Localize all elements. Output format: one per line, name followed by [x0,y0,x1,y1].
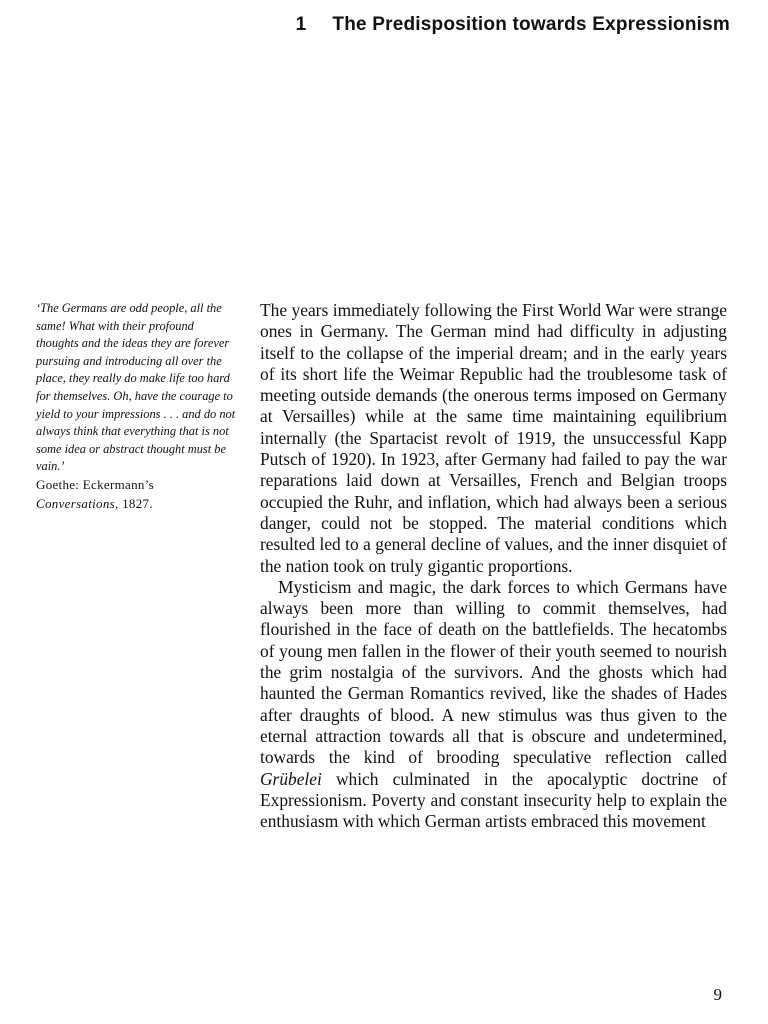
chapter-header [296,14,730,36]
page-number: 9 [713,985,722,1004]
epigraph-attribution [36,476,236,513]
main-text [260,300,727,832]
epigraph-quote: ‘The Germans are odd people, all the same! What with their profound thoughts and the ideas they are forever pursuing and introducing all over the place, they really do make life too hard for themselves. Oh, have the courage to yield to your impressions . . . and do not always think that everything that is not some idea or abstract thought must be vain.’ [36,301,236,474]
chapter-title: The Predisposition towards Expressionism [332,14,730,35]
body-paragraph-2-start: Mysticism and magic, the dark forces to which Germans have always been more than willing to commit themselves, had flourished in the face of death on the battlefields. The hecatombs of young men fallen in the flower of their youth seemed to nourish the grim nostalgia of the survivors. And the ghosts which had haunted the German Romantics revived, like the shades of Hades after draughts of blood. A new stimulus was thus given to the eternal attraction towards all that is obscure and undetermined, towards the kind of brooding speculative reflection called [260,576,727,768]
italic-term: Grübelei [260,768,322,789]
epigraph-author: Goethe: Eckermann’s [36,477,154,493]
body-paragraph-2-end: which culminated in the apocalyptic doctrine of Expressionism. Poverty and constant insecurity help to explain the enthusiasm with which German artists embraced this movement [260,768,727,832]
chapter-number: 1 [295,14,307,35]
body-paragraph-2 [260,577,727,833]
epigraph-year: , 1827. [115,495,153,511]
epigraph-work: Conversations [36,495,116,511]
epigraph [36,300,236,513]
body-paragraph-1: The years immediately following the First World War were strange ones in Germany. The German mind had difficulty in adjusting itself to the collapse of the imperial dream; and in the early years of its short life the Weimar Republic had the troublesome task of meeting outside demands (the onerous terms imposed on Germany at Versailles) while at the same time maintaining equilibrium internally (the Spartacist revolt of 1919, the unsuccessful Kapp Putsch of 1920). In 1923, after Germany had failed to pay the war reparations laid down at Versailles, French and Belgian troops occupied the Ruhr, and inflation, which had always been a serious danger, could not be stopped. The material conditions which resulted led to a general decline of values, and the inner disquiet of the nation took on truly gigantic proportions. [260,300,727,576]
